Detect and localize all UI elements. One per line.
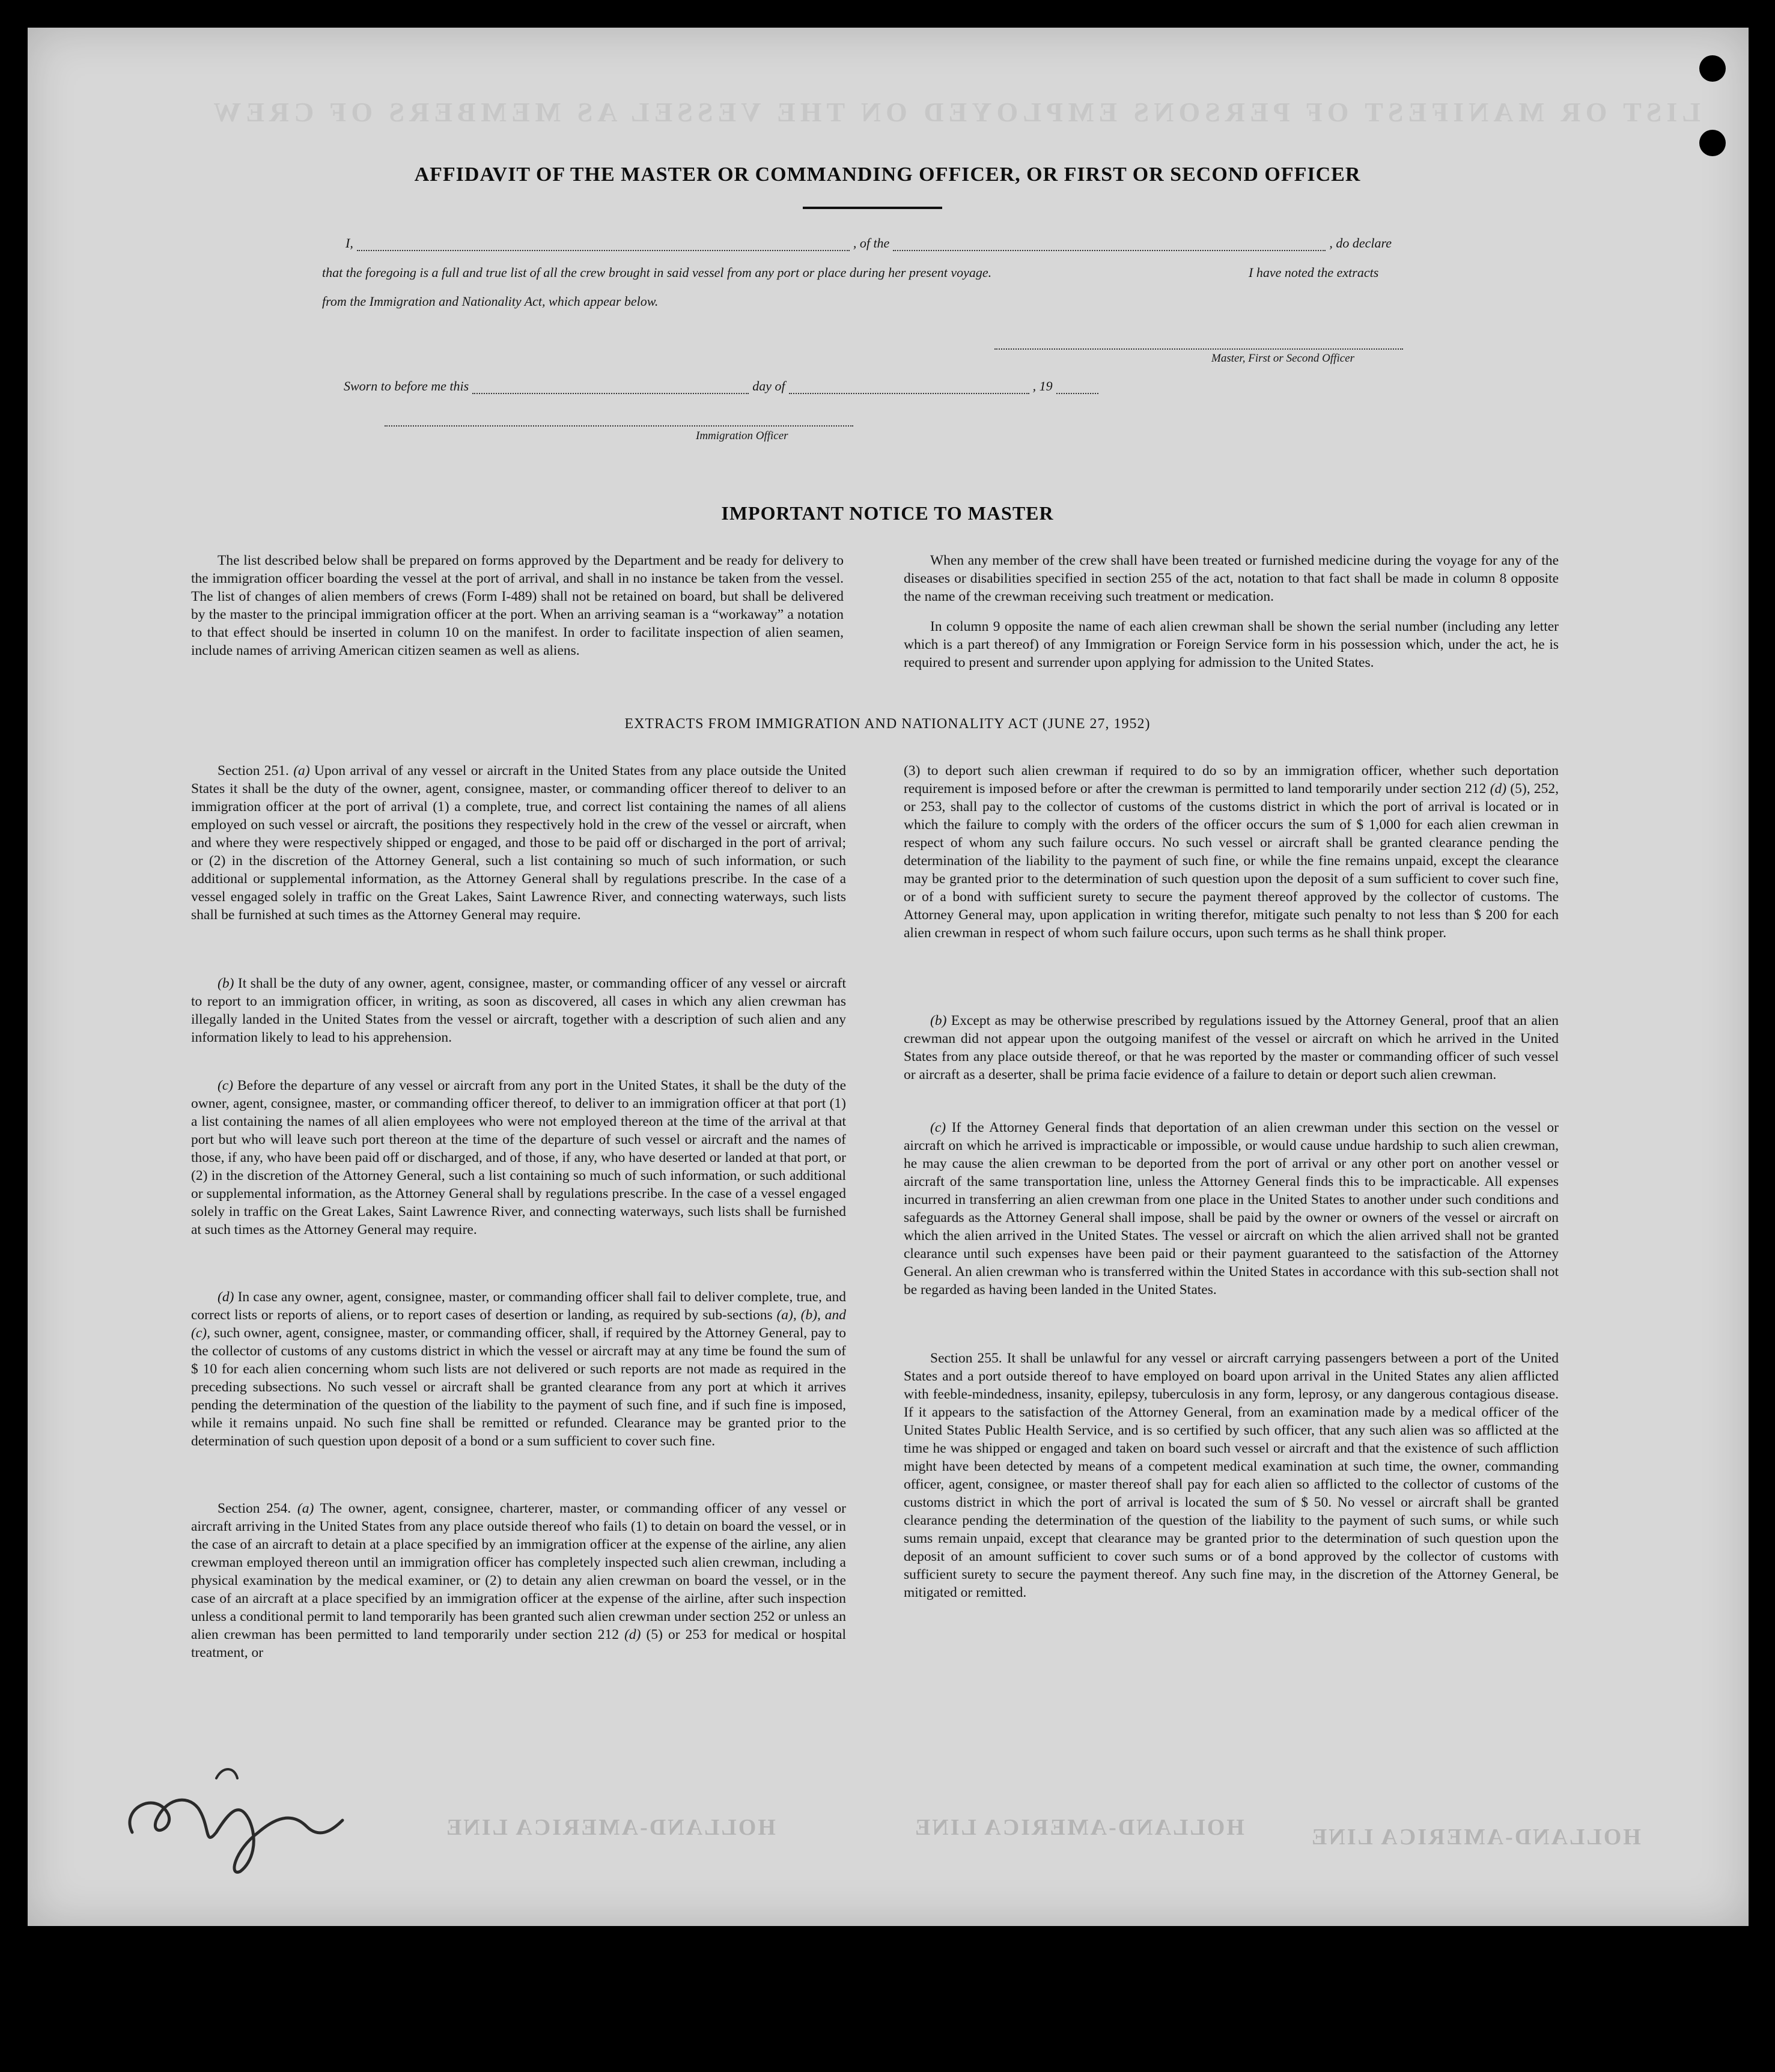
sworn-label: Sworn to before me this xyxy=(344,378,469,393)
notice-right-paragraph-1: When any member of the crew shall have been treated or furnished medicine during the voyage for any of the diseases or disabilities specified in section 255 of the act, notation to that fact shall be made in column 8 opposite the name of the crewman receiving such treatment or medication. xyxy=(904,553,1559,604)
affidavit-title: AFFIDAVIT OF THE MASTER OR COMMANDING OFFICER, OR FIRST OR SECOND OFFICER xyxy=(414,163,1361,186)
subsection-mark: (d) xyxy=(218,1289,234,1305)
bleed-through-stamp: HOLLAND-AMERICA LINE xyxy=(445,1815,776,1840)
handwritten-initials xyxy=(114,1742,403,1886)
punch-hole xyxy=(1699,55,1726,82)
section-text: It shall be the duty of any owner, agent, consignee, master, or commanding officer of any vessel or aircraft to report to an immigration officer, in writing, as soon as discovered, all cases in which any alien crewman has illegally landed in the United States from the vessel or aircraft, together with a description of such alien and any information likely to lead to his apprehension. xyxy=(191,976,847,1045)
vessel-label: , of the xyxy=(853,235,890,251)
subsection-mark: (c) xyxy=(930,1120,946,1135)
bleed-through-stamp: HOLLAND-AMERICA LINE xyxy=(1310,1824,1641,1850)
year-label: , 19 xyxy=(1032,378,1053,393)
notice-right-paragraph-2: In column 9 opposite the name of each alien crewman shall be shown the serial number (including any letter which is a part thereof) of any Immigration or Foreign Service form in his possession which, under the act, he is required to present and surrender upon applying for admission to the United States. xyxy=(904,619,1559,670)
declaration-line-2: that the foregoing is a full and true list of all the crew brought in said vessel from any port or place during her present voyage. xyxy=(322,265,992,280)
subsection-reference: (d) xyxy=(1490,781,1507,797)
subsection-mark: (c) xyxy=(218,1078,234,1093)
declaration-line-2-right: I have noted the extracts xyxy=(1249,265,1379,280)
section-text: Before the departure of any vessel or aircraft from any port in the United States, it shall be the duty of the owner, agent, consignee, master, or commanding officer thereof, to deliver to an immigration officer at that port (1) a list containing the names of all alien employees who were not employed thereon at the time of the arrival at that port but who will leave such port thereon at the time of the departure of such vessel or aircraft and the names of those, if any, who have been paid off or discharged, and of those, if any, who have deserted or landed at that port, or (2) in the discretion of the Attorney General, such a list containing so much of such information, or such additional or supplemental information, as the Attorney General shall by regulations prescribe. In the case of a vessel engaged solely in traffic on the Great Lakes, Saint Lawrence River, and connecting waterways, such lists shall be furnished at such times as the Attorney General may require. xyxy=(191,1078,847,1238)
declarant-label: I, xyxy=(346,235,353,251)
title-rule xyxy=(803,207,942,209)
vessel-name-field[interactable] xyxy=(893,239,1326,251)
section-text: such owner, agent, consignee, master, or commanding officer, shall, if required by the Attorney General, pay to the collector of customs of any customs district in which the vessel or aircraft may at any time be found the sum of $ 10 for each alien concerning whom such lists are not delivered or such reports are not made as required in the preceding subsections. No such vessel or aircraft shall be granted clearance from any port at which it arrives pending the determination of the question of the liability to the payment of such fine, and if such fine is imposed, while it remains unpaid. No such fine shall be remitted or refunded. Clearance may be granted prior to the determination of such question upon deposit of a bond or a sum sufficient to cover such fine. xyxy=(191,1325,847,1449)
sworn-month-field[interactable] xyxy=(789,382,1029,394)
notice-title: IMPORTANT NOTICE TO MASTER xyxy=(721,502,1054,524)
bleed-through-stamp: HOLLAND-AMERICA LINE xyxy=(913,1815,1244,1840)
extracts-title: EXTRACTS FROM IMMIGRATION AND NATIONALITY ACT (JUNE 27, 1952) xyxy=(624,716,1151,732)
declare-label: , do declare xyxy=(1329,235,1392,251)
section-251b xyxy=(191,974,846,1047)
master-signature-field[interactable] xyxy=(994,338,1403,350)
subsection-mark: (b) xyxy=(930,1013,947,1028)
section-number: Section 254. xyxy=(218,1501,291,1516)
section-text: In case any owner, agent, consignee, master, or commanding officer shall fail to deliver complete, true, and correct lists or reports of aliens, or to report cases of desertion or landing, as required by sub-sections xyxy=(191,1289,846,1323)
section-number: Section 251. xyxy=(218,763,289,779)
sworn-year-field[interactable] xyxy=(1056,382,1098,394)
subsection-mark: (a) xyxy=(297,1501,314,1516)
section-251c xyxy=(191,1077,846,1239)
section-text: (3) to deport such alien crewman if required to do so by an immigration officer, whether such deportation requirement is imposed before or after the crewman is permitted to land temporarily under section 212 xyxy=(904,763,1559,797)
sworn-day-field[interactable] xyxy=(472,382,749,394)
section-255: Section 255. It shall be unlawful for any vessel or aircraft carrying passengers between a port of the United States and a port outside thereof to have employed on board upon arrival in the United States any alien afflicted with feeble-mindedness, insanity, epilepsy, tuberculosis in any form, leprosy, or any dangerous contagious disease. If it appears to the satisfaction of the Attorney General, from an examination made by a medical officer of the United States Public Health Service, and is so certified by such officer, that any such alien was so afflicted at the time he was shipped or engaged and taken on board such vessel or aircraft and that the existence of such affliction might have been detected by means of a competent medical examination at such time, the owner, commanding officer, agent, consignee, or master thereof shall pay for each alien so afflicted to the collector of customs of the customs district in which the port of arrival is located the sum of $ 50. No vessel or aircraft shall be granted clearance pending the determination of the question of the liability to the payment of such sums, or while such sums remain unpaid, except that clearance may be granted prior to the determination of such question upon the deposit of an amount sufficient to cover such sums or of a bond approved by the collector of customs with sufficient surety to secure the payment thereof. Any such fine may, in the discretion of the Attorney General, be mitigated or remitted. xyxy=(904,1350,1559,1600)
section-251d xyxy=(191,1288,846,1450)
punch-hole xyxy=(1699,130,1726,156)
day-of-label: day of xyxy=(752,378,785,393)
subsection-references: (a), (b), and (c), xyxy=(191,1307,847,1341)
subsection-mark: (a) xyxy=(293,763,310,779)
notice-left-paragraph: The list described below shall be prepared on forms approved by the Department and be ready for delivery to the immigration officer boarding the vessel at the port of arrival, and shall in no instance be taken from the vessel. The list of changes of alien members of crews (Form I-489) shall not be retained on board, but shall be delivered by the master to the principal immigration officer at the port. When an arriving seaman is a “workaway” a notation to that effect should be inserted in column 10 on the manifest. In order to facilitate inspection of alien seamen, include names of arriving American citizen seamen as well as aliens. xyxy=(191,553,844,658)
subsection-mark: (b) xyxy=(218,976,234,991)
section-254a xyxy=(191,1499,846,1662)
section-text: The owner, agent, consignee, charterer, master, or commanding officer of any vessel or aircraft arriving in the United States from any place outside thereof who fails (1) to detain on board the vessel, or in the case of an aircraft to detain at a place specified by an immigration officer at the expense of the airline, any alien crewman employed thereon until an immigration officer has completely inspected such alien crewman, including a physical examination by the medical examiner, or (2) to detain any alien crewman on board the vessel, or in the case of an aircraft at a place specified by an immigration officer at the expense of the airline, after such inspection unless a conditional permit to land temporarily has been granted such alien crewman under section 252 or unless an alien crewman has been permitted to land temporarily under section 212 xyxy=(191,1501,846,1642)
declarant-row xyxy=(346,235,1392,251)
subsection-reference: (d) xyxy=(624,1627,641,1642)
master-signature-label: Master, First or Second Officer xyxy=(1211,352,1355,365)
declarant-name-field[interactable] xyxy=(357,239,850,251)
section-text: Except as may be otherwise prescribed by regulations issued by the Attorney General, proof that an alien crewman did not appear upon the outgoing manifest of the vessel or aircraft on which he arrived in the United States from any place outside thereof, or that he was reported by the master or commanding officer of such vessel or aircraft as a deserter, shall be prima facie evidence of a failure to detain or deport such alien crewman. xyxy=(904,1013,1559,1083)
section-254c xyxy=(904,1119,1559,1299)
officer-signature-label: Immigration Officer xyxy=(696,430,788,442)
bleed-through-header: LIST OR MANIFEST OF PERSONS EMPLOYED ON THE VESSEL AS MEMBERS OF CREW xyxy=(209,97,1700,127)
section-251a xyxy=(191,762,846,924)
section-text: If the Attorney General finds that deportation of an alien crewman under this section on the vessel or aircraft on which he arrived is impracticable or impossible, or would cause undue hardship to such alien crewman, he may cause the alien crewman to be deported from the port of arrival or any other port on another vessel or aircraft of the same transportation line, unless the Attorney General finds this to be impracticable. All expenses incurred in transferring an alien crewman from one place in the United States to another under such conditions and safeguards as the Attorney General shall impose, shall be paid by the owner or owners of the vessel or aircraft on which the alien arrived in the United States. The vessel or aircraft on which the alien arrived shall not be granted clearance until such expenses have been paid or their payment guaranteed to the satisfaction of the Attorney General. An alien crewman who is transferred within the United States in accordance with this sub-section shall not be regarded as having been landed in the United States. xyxy=(904,1120,1559,1298)
officer-signature-field[interactable] xyxy=(385,415,853,427)
sworn-row xyxy=(344,378,1102,394)
section-254a-continued xyxy=(904,762,1559,942)
section-text: (5) or 253 for medical or hospital treatment, or xyxy=(191,1627,847,1660)
section-text: (5), 252, or 253, shall pay to the collector of customs of the customs district in which the port of arrival is located or in which the failure to comply with the orders of the officer occurs the sum of $ 1,000 for each alien crewman in respect of whom any such failure occurs. No such vessel or aircraft shall be granted clearance pending the determination of the liability to the payment of such fine, or while the fine remains unpaid, except the clearance may be granted prior to the determination of such question upon the deposit of a sum sufficient to cover such fine, or of a bond with sufficient surety to secure the payment thereof approved by the collector of customs. The Attorney General may, upon application in writing therefor, mitigate such penalty to not less than $ 200 for each alien crewman in respect of whom such failure occurs, upon such terms as he shall think proper. xyxy=(904,781,1559,941)
section-254b xyxy=(904,1012,1559,1084)
declaration-line-3: from the Immigration and Nationality Act, which appear below. xyxy=(322,294,659,309)
section-text: Upon arrival of any vessel or aircraft in the United States from any place outside the United States it shall be the duty of the owner, agent, consignee, master, or commanding officer thereof to deliver to an immigration officer at the port of arrival (1) a complete, true, and correct list containing the names of all aliens employed on such vessel or aircraft, the positions they respectively hold in the crew of the vessel or aircraft, when and where they were respectively shipped or engaged, and those to be paid off or discharged in the port of arrival; or (2) in the discretion of the Attorney General, such a list containing so much of such information, or such additional or supplemental information, as the Attorney General shall by regulations prescribe. In the case of a vessel engaged solely in traffic on the Great Lakes, Saint Lawrence River, and connecting waterways, such lists shall be furnished at such times as the Attorney General may require. xyxy=(191,763,847,923)
